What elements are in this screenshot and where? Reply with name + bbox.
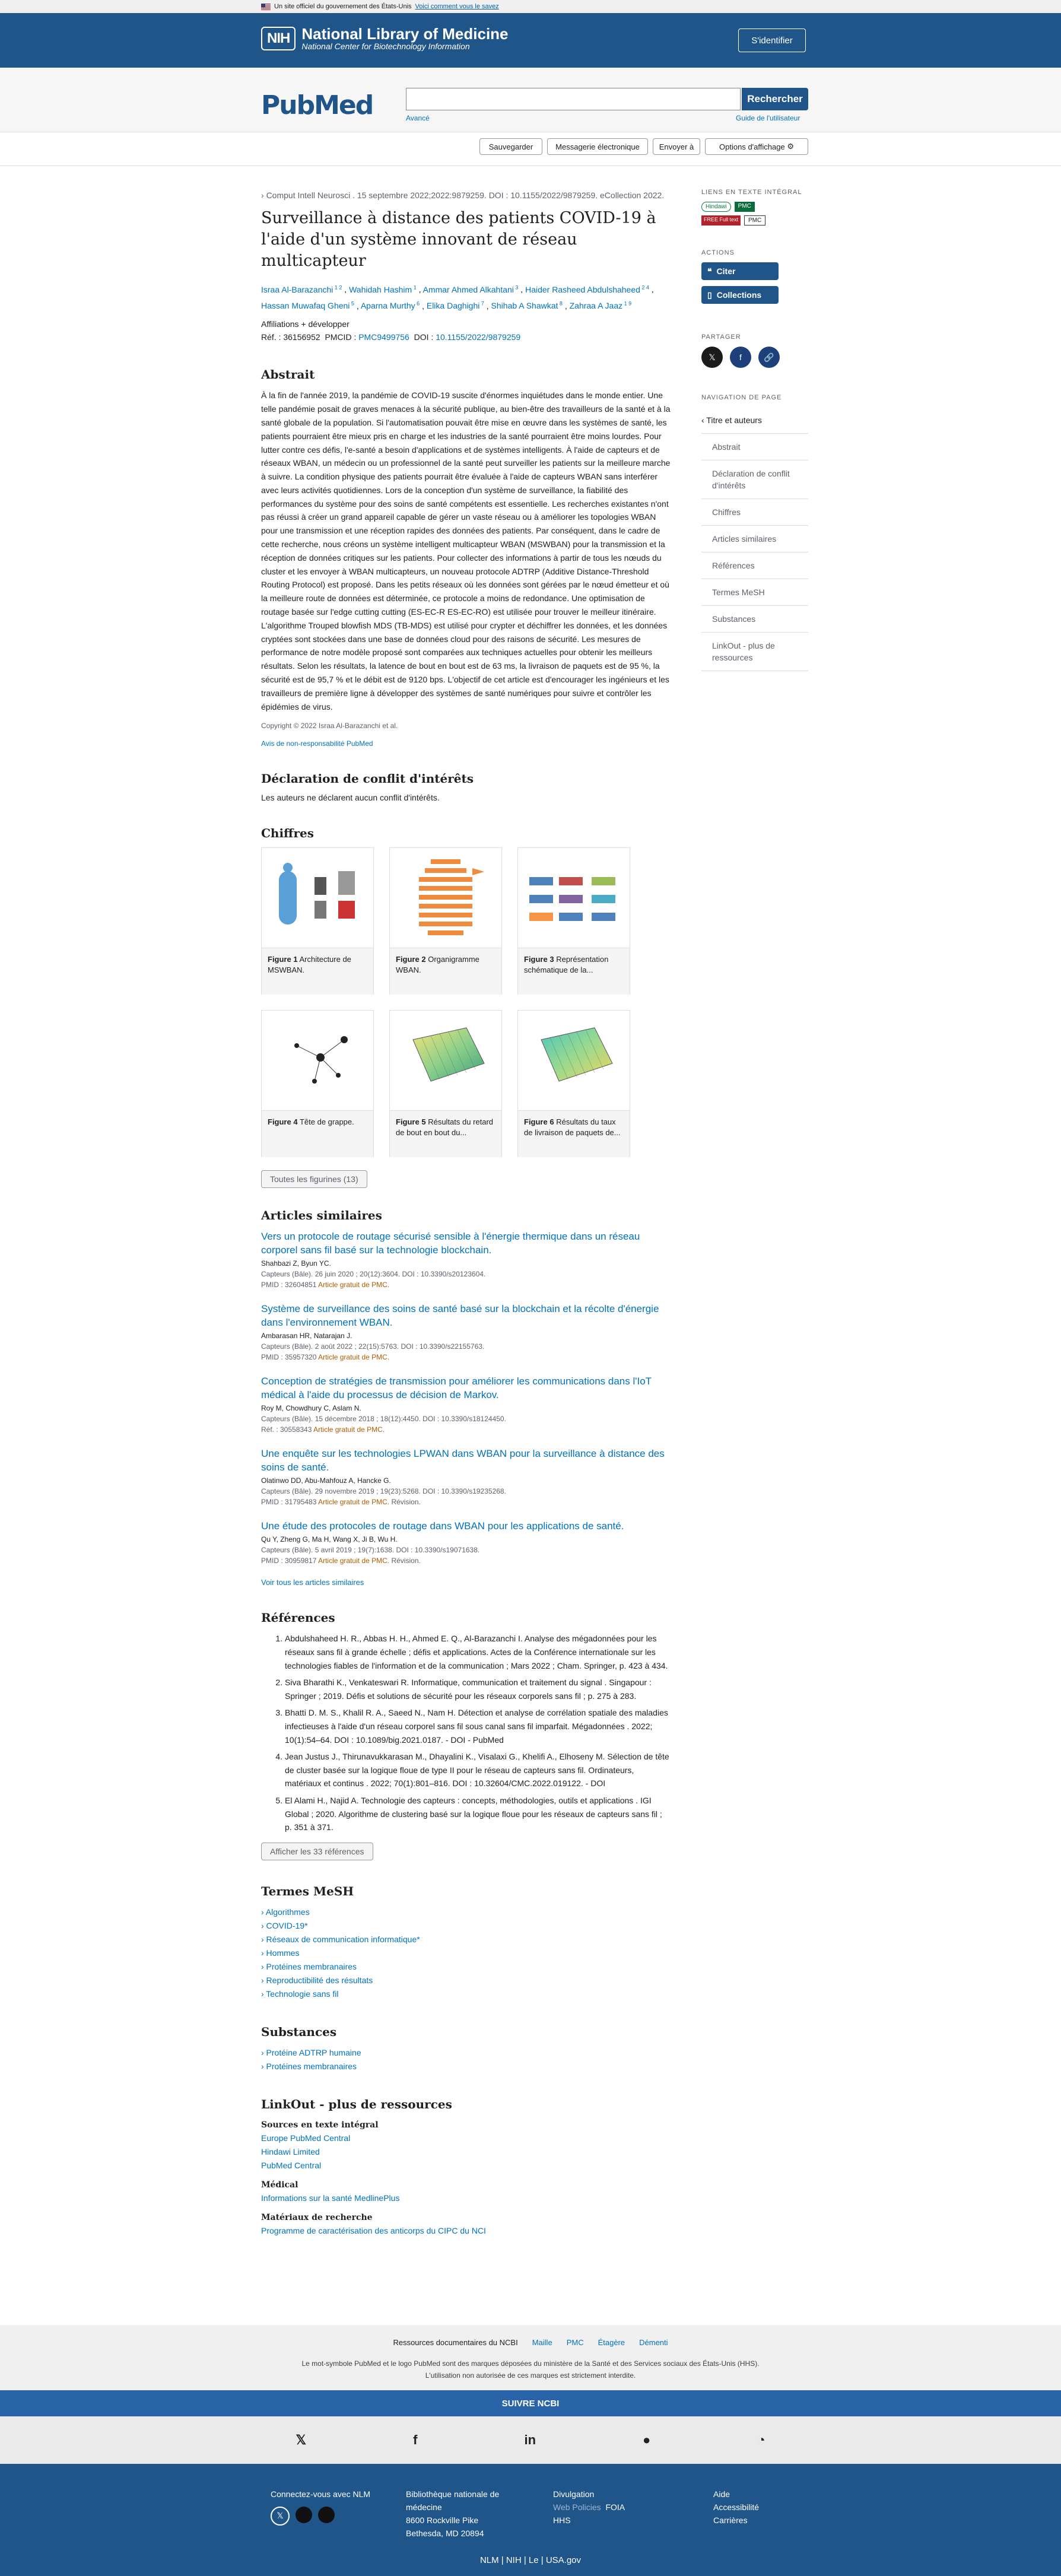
similar-article bbox=[261, 1447, 671, 1507]
author-name: Israa Al-Barazanchi bbox=[261, 284, 333, 294]
figure-thumbnail bbox=[390, 848, 501, 948]
linkout-link[interactable]: PubMed Central bbox=[261, 2160, 322, 2170]
disclosure-link[interactable]: Divulgation bbox=[553, 2489, 595, 2499]
user-guide-link[interactable]: Guide de l'utilisateur bbox=[736, 114, 800, 122]
page-nav bbox=[701, 407, 808, 671]
figure-card[interactable] bbox=[261, 1010, 374, 1157]
footer-links bbox=[0, 2338, 1061, 2347]
pmcid-label: PMCID : bbox=[325, 332, 357, 342]
author-affiliation-number: 5 bbox=[350, 300, 354, 307]
collections-label: Collections bbox=[716, 290, 762, 300]
x-icon[interactable]: 𝕏 bbox=[296, 2432, 307, 2447]
address-line: médecine bbox=[406, 2502, 442, 2512]
mesh-term[interactable]: › Algorithmes bbox=[261, 1907, 310, 1917]
email-button[interactable]: Messagerie électronique bbox=[547, 138, 648, 155]
nlm-title: National Library of Medicine bbox=[301, 25, 509, 43]
similar-article bbox=[261, 1374, 671, 1435]
mesh-term[interactable]: › Hommes bbox=[261, 1948, 300, 1958]
similar-article bbox=[261, 1230, 671, 1290]
mesh-heading: Termes MeSH bbox=[261, 1883, 354, 1898]
free-pmc-label: Article gratuit de PMC. bbox=[318, 1557, 390, 1565]
gear-icon: ⚙ bbox=[787, 142, 794, 151]
reference-item: 1. Abdulshaheed H. R., Abbas H. H., Ahmed E. Q., Al-Barazanchi I. Analyse des mégadonnées pour les réseaux sans fil à grande échelle ; défis et applications. Actes de la Conférence internationale sur les technologies fiables de l'information et de la communication ; Mars 2022 ; Cham. Springer, p. 423 à 434. bbox=[285, 1632, 671, 1672]
author-link[interactable] bbox=[491, 301, 563, 310]
similar-article-title[interactable]: Une enquête sur les technologies LPWAN dans WBAN pour la surveillance à distance des soins de santé. bbox=[261, 1448, 665, 1473]
cite-label: Citer bbox=[716, 266, 736, 276]
figure-number: Figure 1 bbox=[268, 955, 298, 964]
author-name: Wahidah Hashim bbox=[349, 284, 412, 294]
author-link[interactable] bbox=[427, 301, 484, 310]
substances-heading: Substances bbox=[261, 2024, 337, 2039]
figure-thumbnail bbox=[262, 848, 373, 948]
affiliations-row bbox=[261, 317, 671, 331]
similar-heading: Articles similaires bbox=[261, 1208, 382, 1223]
review-label: Révision. bbox=[391, 1498, 421, 1507]
doi-link[interactable]: 10.1155/2022/9879259 bbox=[436, 332, 521, 342]
similar-article-title[interactable]: Système de surveillance des soins de santé basé sur la blockchain et la récolte d'énergie dans l'environnement WBAN. bbox=[261, 1303, 659, 1329]
page-nav-item[interactable]: Articles similaires bbox=[701, 526, 808, 552]
similar-article-journal: Capteurs (Bâle). 5 avril 2019 ; 19(7):1638. DOI : 10.3390/s19071638. bbox=[261, 1546, 480, 1555]
author-name: Haider Rasheed Abdulshaheed bbox=[525, 284, 640, 294]
author-link[interactable] bbox=[361, 301, 420, 310]
help-link[interactable]: Aide bbox=[713, 2489, 730, 2499]
share-buttons bbox=[701, 347, 808, 368]
figure-thumbnail bbox=[518, 848, 630, 948]
mesh-terms-list bbox=[261, 1905, 671, 2001]
conflict-text: Les auteurs ne déclarent aucun conflit d'intérêts. bbox=[261, 793, 440, 803]
nlm-address bbox=[406, 2488, 499, 2540]
similar-article-journal: Capteurs (Bâle). 29 novembre 2019 ; 19(23):5268. DOI : 10.3390/s19235268. bbox=[261, 1487, 506, 1496]
abstract bbox=[261, 389, 671, 713]
connect-label: Connectez-vous avec NLM bbox=[271, 2489, 371, 2499]
author-link[interactable] bbox=[423, 285, 519, 294]
bookmark-icon: ▯ bbox=[707, 290, 712, 300]
substances-list bbox=[261, 2046, 671, 2073]
similar-article-authors: Qu Y, Zheng G, Ma H, Wang X, Ji B, Wu H. bbox=[261, 1535, 398, 1544]
link-share-icon[interactable]: 🔗 bbox=[758, 347, 780, 368]
pmc-badge[interactable]: PMC bbox=[735, 202, 755, 212]
linkout-link[interactable]: Informations sur la santé MedlinePlus bbox=[261, 2193, 400, 2203]
figure-number: Figure 6 bbox=[524, 1117, 554, 1127]
figure-caption-text: Résultats du retard de bout en bout du... bbox=[396, 1117, 494, 1138]
footer-note bbox=[0, 2358, 1061, 2381]
substance-item[interactable]: › Protéines membranaires bbox=[261, 2061, 357, 2071]
foia-link[interactable]: FOIA bbox=[605, 2502, 625, 2512]
author-name: Shihab A Shawkat bbox=[491, 301, 558, 311]
substance-item[interactable]: › Protéine ADTRP humaine bbox=[261, 2047, 361, 2057]
similar-article-ids bbox=[261, 1555, 671, 1566]
figure-caption bbox=[518, 1111, 630, 1157]
linkout-group-heading: Matériaux de recherche bbox=[261, 2212, 373, 2222]
figure-number: Figure 5 bbox=[396, 1117, 426, 1127]
author-name: Aparna Murthy bbox=[360, 301, 415, 311]
figure-thumbnail bbox=[262, 1011, 373, 1111]
nih-header bbox=[0, 13, 1061, 68]
figure-caption bbox=[390, 1111, 501, 1157]
doi-label: DOI : bbox=[414, 332, 434, 342]
page-nav-item[interactable]: Abstrait bbox=[701, 434, 808, 460]
sidebar bbox=[701, 189, 808, 671]
similar-article-authors: Roy M, Chowdhury C, Aslam N. bbox=[261, 1404, 361, 1413]
similar-article-title[interactable]: Conception de stratégies de transmission pour améliorer les communications dans l'IoT médical à l'aide du processus de décision de Markov. bbox=[261, 1376, 652, 1401]
author-affiliation-number: 7 bbox=[479, 300, 484, 307]
author-affiliation-number: 3 bbox=[513, 284, 519, 290]
abstract-heading: Abstrait bbox=[261, 367, 315, 382]
collections-button[interactable] bbox=[701, 286, 779, 304]
figure-caption bbox=[262, 1111, 373, 1157]
pubmed-logo[interactable] bbox=[261, 90, 373, 120]
pmc-logo-badge[interactable]: PMC bbox=[744, 215, 765, 225]
similar-article-ids bbox=[261, 1279, 671, 1290]
facebook-footer-icon[interactable] bbox=[296, 2507, 312, 2523]
references-list bbox=[261, 1632, 671, 1834]
author-link[interactable] bbox=[525, 285, 649, 294]
page-nav-item[interactable]: ‹ Titre et auteurs bbox=[701, 407, 808, 434]
similar-article bbox=[261, 1302, 671, 1362]
author-affiliation-number: 6 bbox=[415, 300, 420, 307]
social-bar bbox=[0, 2416, 1061, 2464]
author-name: Hassan Muwafaq Gheni bbox=[261, 301, 350, 311]
copyright: Copyright © 2022 Israa Al-Barazanchi et al. bbox=[261, 722, 398, 730]
free-full-text-badge[interactable]: FREE Full text bbox=[701, 215, 741, 225]
similar-article-pmid: PMID : 35957320 bbox=[261, 1353, 317, 1362]
share-heading: PARTAGER bbox=[701, 333, 741, 341]
address-line: Bethesda, MD 20894 bbox=[406, 2529, 484, 2538]
page-nav-item[interactable]: Déclaration de conflit d'intérêts bbox=[701, 460, 808, 499]
author-name: Elika Daghighi bbox=[426, 301, 480, 311]
reference-item: 5. El Alami H., Najid A. Technologie des capteurs : concepts, méthodologies, outils et applications . IGI Global ; 2020. Algorithme de clustering basé sur la logique floue pour les réseaux de capteurs sans fil ; p. 351 à 371. bbox=[285, 1794, 671, 1834]
follow-ncbi: SUIVRE NCBI bbox=[0, 2390, 1061, 2416]
linkout-heading: LinkOut - plus de ressources bbox=[261, 2097, 452, 2111]
mesh-term[interactable]: › COVID-19* bbox=[261, 1920, 308, 1930]
linkout-group-heading: Médical bbox=[261, 2180, 298, 2190]
send-to-button[interactable]: Envoyer à bbox=[653, 138, 700, 155]
journal-citation-text: Comput Intell Neurosci . 15 septembre 2022;2022:9879259. DOI : 10.1155/2022/9879259. eCollection 2022. bbox=[266, 190, 665, 200]
figure-number: Figure 4 bbox=[268, 1117, 298, 1127]
author-list: Israa Al-Barazanchi $^{1 2}$ , Wahidah Hashim $^1$ , Ammar Ahmed Alkahtani $^3$ , Haider Rasheed Abdulshaheed $^{2 4}$ , Hassan Muwafaq Gheni $^5$ , Aparna Murthy $^6$ , Elika Daghighi $^7$ , Shihab A Shawkat $^8$ , Zahraa A Jaaz $^{1 9}$ bbox=[261, 284, 654, 311]
similar-article-ids bbox=[261, 1424, 671, 1435]
expand-affiliations-button[interactable]: + développer bbox=[301, 319, 350, 329]
search-button[interactable]: Rechercher bbox=[742, 88, 808, 110]
github-icon[interactable]: ● bbox=[643, 2432, 651, 2447]
author-affiliation-number: 1 9 bbox=[622, 300, 632, 307]
x-share-icon[interactable]: 𝕏 bbox=[701, 347, 723, 368]
author-link[interactable] bbox=[261, 301, 354, 310]
abstract-text: À la fin de l'année 2019, la pandémie de COVID-19 suscite d'énormes inquiétudes dans le monde entier. Une telle pandémie posait de graves menaces à la sécurité publique, au bien-être des travailleurs de la santé et à la santé globale de la population. Si l'automatisation pouvait être mise en œuvre dans les systèmes de santé, les patients pourraient être mieux pris en charge et les industries de la santé pourraient être moins lourdes. Pour lutter contre ces défis, l'e-santé a besoin d'applications et de systèmes intelligents. À l'aide de capteurs et de réseaux WBAN, un médecin ou un professionnel de la santé peut surveiller les patients sur la meilleure marche à suivre. La condition physique des patients pourrait être évaluée à l'aide de capteurs WBAN sans interférer avec leurs activités quotidiennes. Lors de la conception d'un système de surveillance, la fiabilité des performances du système pour des soins de santé compétents est essentielle. Les recherches existantes n'ont pas réussi à créer un grand appareil capable de gérer un vaste réseau ou à améliorer les topologies WBAN pour une transmission et une réception rapides des données des patients. Par conséquent, dans le cadre de cette recherche, nous créons un système intelligent multicapteur WBAN (MSWBAN) pour la transmission et la réception de données critiques sur les patients. Pour collecter des informations à partir de tous les nœuds du cluster et les envoyer à WBAN multicapteurs, un nouveau protocole ADTRP (Additive Distance-Threshold Routing Protocol) est proposé. Dans les petits réseaux où les données sont gérées par le nœud émetteur et où la meilleure route de données est déterminée, ce protocole a moins de redondance. Une optimisation de routage basée sur l'edge cutting cutting (ES-EC-R ES-EC-RO) est utilisée pour trouver le meilleur itinéraire. L'algorithme Trouped blowfish MDS (TB-MDS) est utilisé pour crypter et déchiffrer les données, et les données cryptées sont stockées dans une base de données cloud pour des raisons de sécurité. Les mesures de performance de notre modèle proposé sont comparées aux techniques actuelles pour obtenir les meilleurs résultats. Selon les résultats, la latence de bout en bout est de 63 ms, la livraison de paquets est de 95 %, la sécurité est de 95,7 % et le débit est de 9120 bps. L'objectif de cet article est d'encourager les ingénieurs et les travailleurs de première ligne à développer des systèmes de santé numériques pour suivre et contrôler les épidémies de virus. bbox=[261, 390, 671, 712]
similar-article-ids bbox=[261, 1497, 671, 1507]
free-pmc-label: Article gratuit de PMC. bbox=[313, 1425, 385, 1434]
action-bar bbox=[0, 132, 1061, 166]
footer-note-1: Le mot-symbole PubMed et le logo PubMed sont des marques déposées du ministère de la Santé et des Services sociaux des États-Unis (HHS). bbox=[301, 2359, 760, 2368]
figures-grid bbox=[261, 847, 671, 1157]
help-link[interactable]: Carrières bbox=[713, 2515, 748, 2525]
mesh-term[interactable]: › Reproductibilité des résultats bbox=[261, 1975, 373, 1985]
linkout-link[interactable]: Europe PubMed Central bbox=[261, 2133, 351, 2143]
footer-nlm bbox=[0, 2464, 1061, 2576]
page-nav-item[interactable]: Chiffres bbox=[701, 499, 808, 526]
ref-label: Réf. : bbox=[261, 332, 281, 342]
web-policies-link[interactable]: Web Policies bbox=[553, 2502, 601, 2512]
signin-button[interactable]: S'identifier bbox=[738, 28, 806, 52]
footer-link[interactable]: Maille bbox=[532, 2338, 552, 2347]
reference-item: 3. Bhatti D. M. S., Khalil R. A., Saeed N., Nam H. Détection et analyse de corrélation spatiale des maladies infectieuses à l'aide d'un réseau corporel sans fil sous canal sans fil imparfait. Mégadonnées . 2022; 10(1):54–64. DOI : 10.1089/big.2021.0187. - DOI - PubMed bbox=[285, 1706, 671, 1746]
free-pmc-label: Article gratuit de PMC. bbox=[318, 1498, 390, 1507]
linkout-link[interactable]: Hindawi Limited bbox=[261, 2146, 320, 2156]
references-heading: Références bbox=[261, 1611, 335, 1625]
conflict-heading: Déclaration de conflit d'intérêts bbox=[261, 771, 474, 786]
search-input[interactable] bbox=[406, 88, 741, 110]
page-nav-item[interactable]: Substances bbox=[701, 606, 808, 633]
figure-caption-text: Représentation schématique de la... bbox=[524, 955, 609, 975]
linkout-link[interactable]: Programme de caractérisation des anticorps du CIPC du NCI bbox=[261, 2225, 486, 2235]
similar-article-journal: Capteurs (Bâle). 26 juin 2020 ; 20(12):3604. DOI : 10.3390/s20123604. bbox=[261, 1270, 486, 1279]
author-link[interactable] bbox=[349, 285, 417, 294]
cite-button[interactable] bbox=[701, 262, 779, 280]
figure-caption bbox=[390, 948, 501, 995]
similar-article-authors: Olatinwo DD, Abu-Mahfouz A, Hancke G. bbox=[261, 1476, 391, 1485]
affiliations-label: Affiliations bbox=[261, 319, 299, 329]
similar-articles-list bbox=[261, 1230, 671, 1566]
how-you-know-link[interactable]: Voici comment vous le savez bbox=[415, 3, 499, 10]
similar-article-pmid: PMID : 32604851 bbox=[261, 1281, 317, 1289]
author-affiliation-number: 8 bbox=[558, 300, 563, 307]
author-affiliation-number: 2 4 bbox=[640, 284, 649, 290]
free-pmc-label: Article gratuit de PMC. bbox=[318, 1281, 390, 1289]
page-nav-heading: NAVIGATION DE PAGE bbox=[701, 394, 782, 401]
address-line: 8600 Rockville Pike bbox=[406, 2515, 479, 2525]
similar-article bbox=[261, 1519, 671, 1566]
author-affiliation-number: 1 bbox=[412, 284, 417, 290]
figure-caption bbox=[262, 948, 373, 995]
similar-article-pmid: PMID : 30959817 bbox=[261, 1557, 317, 1565]
mesh-term[interactable]: › Technologie sans fil bbox=[261, 1989, 339, 1999]
display-options-label: Options d'affichage bbox=[719, 142, 785, 151]
figure-card[interactable] bbox=[261, 847, 374, 995]
figure-card[interactable] bbox=[517, 1010, 630, 1157]
show-all-references-button[interactable]: Afficher les 33 références bbox=[261, 1843, 373, 1860]
linkout-group-heading: Sources en texte intégral bbox=[261, 2120, 379, 2130]
hindawi-badge[interactable]: Hindawi bbox=[701, 202, 731, 212]
author-name: Zahraa A Jaaz bbox=[569, 301, 623, 311]
journal-citation bbox=[261, 189, 671, 202]
display-options-button[interactable] bbox=[705, 138, 808, 155]
similar-article-journal: Capteurs (Bâle). 15 décembre 2018 ; 18(12):4450. DOI : 10.3390/s18124450. bbox=[261, 1415, 506, 1424]
footer-link[interactable]: Ressources documentaires du NCBI bbox=[393, 2338, 518, 2347]
footer-resources bbox=[0, 2325, 1061, 2390]
facebook-share-icon[interactable]: f bbox=[730, 347, 751, 368]
footer-note-2: L'utilisation non autorisée de ces marques est strictement interdite. bbox=[425, 2371, 636, 2380]
similar-article-pmid: PMID : 31795483 bbox=[261, 1498, 317, 1507]
page-nav-item[interactable]: LinkOut - plus de ressources bbox=[701, 633, 808, 671]
pmid-value: 36156952 bbox=[283, 332, 320, 342]
nih-logo-box: NIH bbox=[261, 27, 296, 50]
all-figures-button[interactable]: Toutes les figurines (13) bbox=[261, 1170, 367, 1188]
similar-article-title[interactable]: Une étude des protocoles de routage dans WBAN pour les applications de santé. bbox=[261, 1520, 624, 1532]
footer-link[interactable]: PMC bbox=[566, 2338, 584, 2347]
similar-article-authors: Ambarasan HR, Natarajan J. bbox=[261, 1332, 352, 1341]
x-footer-icon[interactable]: 𝕏 bbox=[271, 2507, 290, 2526]
figure-card[interactable] bbox=[517, 847, 630, 995]
chevron-right-icon: › bbox=[261, 190, 264, 200]
reference-item: 2. Siva Bharathi K., Venkateswari R. Informatique, communication et traitement du signal . Singapour : Springer ; 2019. Défis et solutions de sécurité pour les réseaux corporels sans fil ; p. 275 à 283. bbox=[285, 1676, 671, 1702]
rss-icon[interactable]: ◔ bbox=[757, 2432, 765, 2447]
figure-thumbnail bbox=[518, 1011, 630, 1111]
similar-article-authors: Shahbazi Z, Byun YC. bbox=[261, 1259, 331, 1268]
us-flag-icon bbox=[261, 4, 271, 10]
identifiers bbox=[261, 331, 671, 344]
see-all-similar-link[interactable]: Voir tous les articles similaires bbox=[261, 1578, 364, 1587]
actions-heading: ACTIONS bbox=[701, 249, 735, 256]
author-affiliation-number: 1 2 bbox=[333, 284, 342, 290]
review-label: Révision. bbox=[391, 1557, 421, 1565]
address-line: Bibliothèque nationale de bbox=[406, 2489, 500, 2499]
nlm-logo[interactable] bbox=[261, 26, 509, 51]
figure-caption-text: Architecture de MSWBAN. bbox=[268, 955, 351, 975]
free-pmc-label: Article gratuit de PMC. bbox=[318, 1353, 390, 1362]
fulltext-heading: LIENS EN TEXTE INTÉGRAL bbox=[701, 189, 802, 196]
disclaimer-link[interactable]: Avis de non-responsabilité PubMed bbox=[261, 739, 373, 748]
similar-article-journal: Capteurs (Bâle). 2 août 2022 ; 22(15):5763. DOI : 10.3390/s22155763. bbox=[261, 1342, 485, 1351]
quote-icon: ❝ bbox=[707, 266, 712, 276]
mesh-term[interactable]: › Réseaux de communication informatique* bbox=[261, 1934, 420, 1944]
figure-card[interactable] bbox=[389, 1010, 502, 1157]
linkout-list bbox=[261, 2118, 671, 2238]
linkedin-icon[interactable]: in bbox=[524, 2432, 536, 2447]
facebook-icon[interactable]: f bbox=[413, 2432, 418, 2447]
gov-banner bbox=[0, 0, 1061, 13]
footer-link[interactable]: Étagère bbox=[598, 2338, 625, 2347]
footer-bottom-links[interactable]: NLM | NIH | Le | USA.gov bbox=[479, 2555, 582, 2565]
author-name: Ammar Ahmed Alkahtani bbox=[423, 284, 514, 294]
figures-heading: Chiffres bbox=[261, 826, 314, 841]
help-links bbox=[713, 2488, 759, 2527]
figure-caption-text: Organigramme WBAN. bbox=[396, 955, 479, 975]
figure-card[interactable] bbox=[389, 847, 502, 995]
hhs-link[interactable]: HHS bbox=[553, 2515, 571, 2525]
page-nav-item[interactable]: Termes MeSH bbox=[701, 579, 808, 606]
figure-number: Figure 2 bbox=[396, 955, 426, 964]
article-title: Surveillance à distance des patients COVID-19 à l'aide d'un système innovant de réseau multicapteur bbox=[261, 209, 656, 270]
author-link[interactable] bbox=[570, 301, 632, 310]
figure-caption-text: Résultats du taux de livraison de paquets de... bbox=[524, 1117, 621, 1138]
search-section bbox=[0, 68, 1061, 132]
similar-article-ids bbox=[261, 1352, 671, 1362]
figure-number: Figure 3 bbox=[524, 955, 554, 964]
main-content bbox=[261, 189, 671, 2244]
save-button[interactable]: Sauvegarder bbox=[479, 138, 542, 155]
mesh-term[interactable]: › Protéines membranaires bbox=[261, 1961, 357, 1971]
similar-article-title[interactable]: Vers un protocole de routage sécurisé sensible à l'énergie thermique dans un réseau corporel sans fil basé sur la technologie blockchain. bbox=[261, 1231, 640, 1256]
help-link[interactable]: Accessibilité bbox=[713, 2502, 760, 2512]
page-nav-item[interactable]: Références bbox=[701, 552, 808, 579]
figure-caption bbox=[518, 948, 630, 995]
youtube-footer-icon[interactable] bbox=[318, 2507, 335, 2523]
pmcid-link[interactable]: PMC9499756 bbox=[358, 332, 409, 342]
reference-item: 4. Jean Justus J., Thirunavukkarasan M., Dhayalini K., Visalaxi G., Khelifi A., Elhoseny M. Sélection de tête de cluster basée sur la logique floue de type II pour le réseau de capteurs sans fil. Ordinateurs, matériaux et continus . 2022; 70(1):801–816. DOI : 10.32604/CMC.2022.019122. - DOI bbox=[285, 1750, 671, 1790]
advanced-search-link[interactable]: Avancé bbox=[406, 114, 430, 122]
ncbi-subtitle: National Center for Biotechnology Information bbox=[301, 42, 470, 51]
figure-caption-text: Tête de grappe. bbox=[299, 1117, 354, 1127]
author-link[interactable] bbox=[261, 285, 342, 294]
similar-article-pmid: Réf. : 30558343 bbox=[261, 1425, 312, 1434]
pubmed-logo-text: PubMed bbox=[261, 90, 373, 120]
figure-thumbnail bbox=[390, 1011, 501, 1111]
policy-links bbox=[553, 2488, 625, 2527]
gov-banner-text: Un site officiel du gouvernement des États-Unis bbox=[274, 3, 412, 10]
footer-link[interactable]: Démenti bbox=[639, 2338, 668, 2347]
